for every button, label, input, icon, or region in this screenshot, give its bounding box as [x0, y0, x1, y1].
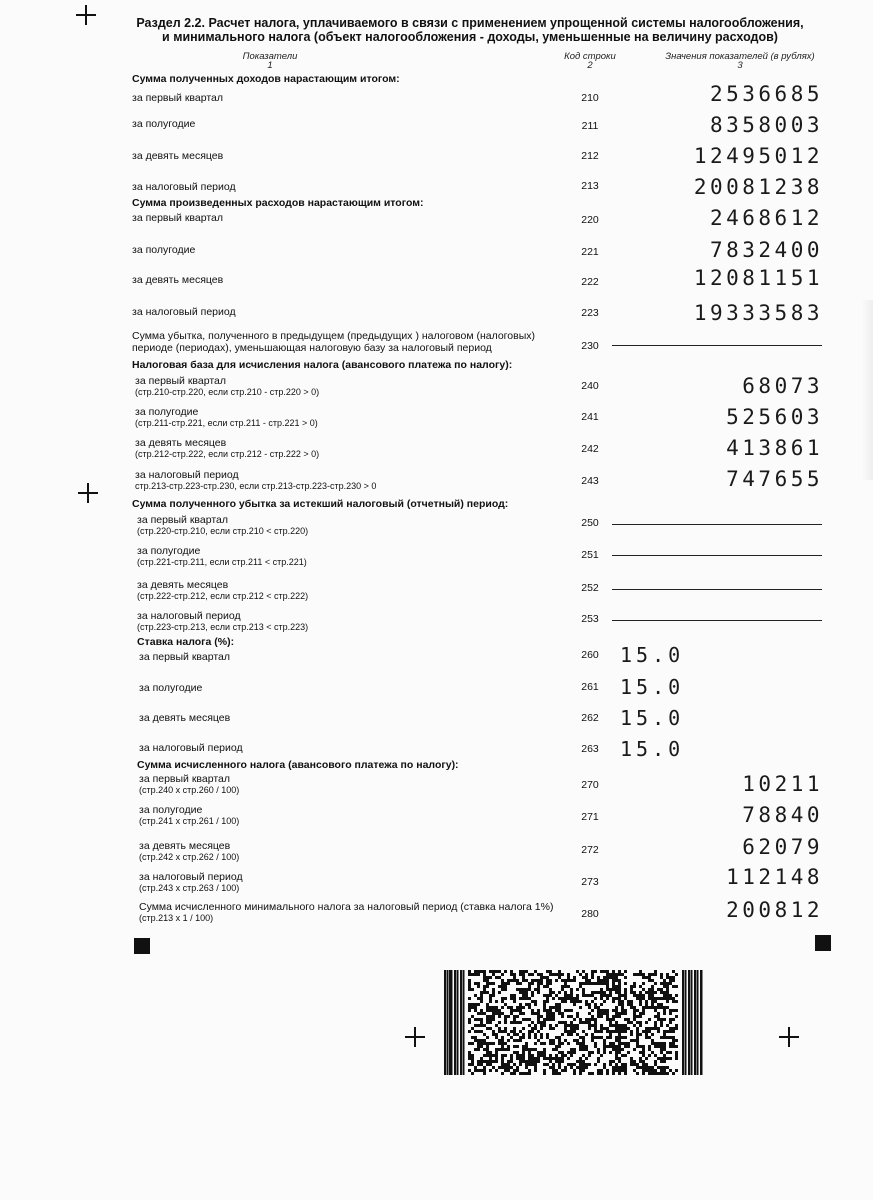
row-243 [0, 466, 873, 498]
alignment-marker-right [815, 935, 831, 951]
row-code: 253 [581, 613, 599, 625]
empty-value-line [612, 524, 822, 525]
row-251 [0, 542, 873, 574]
row-221 [0, 236, 873, 268]
row-label: за налоговый период [132, 181, 236, 193]
row-code: 250 [581, 517, 599, 529]
row-formula: (стр.240 х стр.260 / 100) [139, 785, 240, 795]
row-formula: (стр.220-стр.210, если стр.210 < стр.220) [137, 526, 309, 536]
row-code: 222 [581, 276, 599, 288]
row-220 [0, 204, 873, 236]
row-label [139, 901, 553, 924]
row-formula: (стр.241 х стр.261 / 100) [139, 816, 240, 826]
empty-value-line [612, 555, 822, 556]
row-210 [0, 80, 873, 112]
row-241 [0, 403, 873, 435]
row-value: 12495012 [693, 144, 823, 168]
row-formula: (стр.242 х стр.262 / 100) [139, 852, 240, 862]
row-formula: (стр.221-стр.211, если стр.211 < стр.221) [137, 557, 307, 567]
row-label [137, 514, 308, 537]
row-value: 112148 [726, 865, 823, 889]
row-label [137, 545, 307, 568]
header-col1-num: 1 [267, 60, 273, 71]
header-col3-num: 3 [737, 60, 743, 71]
row-code: 210 [581, 92, 599, 104]
row-label [137, 579, 308, 602]
row-label-text: за первый квартал [135, 375, 227, 387]
row-label: за девять месяцев [132, 274, 224, 286]
header-col2-label: Код строки [564, 51, 616, 62]
header-col1-label: Показатели [242, 51, 298, 62]
row-code: 223 [581, 307, 599, 319]
header-col3 [650, 52, 830, 70]
empty-value-line [612, 620, 822, 621]
row-value: 2468612 [709, 206, 823, 230]
row-250 [0, 511, 873, 543]
row-label: за девять месяцев [139, 712, 231, 724]
row-code: 260 [581, 649, 599, 661]
row-label-text: за налоговый период [139, 871, 243, 883]
row-label-text: за девять месяцев [135, 437, 227, 449]
row-value: 525603 [726, 405, 823, 429]
row-value: 15.0 [620, 737, 685, 761]
crosshair-mark-bottom-left [405, 1027, 425, 1047]
row-label: за полугодие [139, 682, 203, 694]
row-value: 200812 [726, 898, 823, 922]
row-code: 262 [581, 712, 599, 724]
row-code: 271 [581, 811, 599, 823]
row-213 [0, 173, 873, 205]
row-240 [0, 372, 873, 404]
row-value: 15.0 [620, 643, 685, 667]
section-tax-base: Налоговая база для исчисления налога (авансового платежа по налогу): [132, 359, 513, 371]
row-label-line-2: периоде (периодах), уменьшающая налоговую базу за налоговый период [132, 342, 492, 354]
barcode-2d [444, 970, 704, 1075]
row-223 [0, 298, 873, 330]
row-label [139, 840, 239, 863]
row-label-line-1: Сумма убытка, полученного в предыдущем (предыдущих ) налоговом (налоговых) [132, 330, 535, 342]
row-code: 252 [581, 582, 599, 594]
row-label-text: за первый квартал [139, 773, 231, 785]
row-260 [0, 643, 873, 675]
section-calculated: Сумма исчисленного налога (авансового платежа по налогу): [137, 759, 459, 771]
row-label [139, 773, 239, 796]
section-loss: Сумма полученного убытка за истекший налоговый (отчетный) период: [132, 498, 509, 510]
row-262 [0, 706, 873, 738]
row-code: 221 [581, 246, 599, 258]
row-label [135, 375, 319, 398]
row-formula: (стр.243 х стр.263 / 100) [139, 883, 240, 893]
row-label [135, 469, 376, 492]
row-formula: (стр.212-стр.222, если стр.212 - стр.222 > 0) [135, 449, 320, 459]
row-252 [0, 576, 873, 608]
row-value: 413861 [726, 436, 823, 460]
row-code: 263 [581, 743, 599, 755]
row-242 [0, 434, 873, 466]
row-280 [0, 898, 873, 930]
row-value: 68073 [742, 374, 823, 398]
row-value: 2536685 [709, 82, 823, 106]
row-code: 213 [581, 180, 599, 192]
row-label: за первый квартал [132, 212, 224, 224]
row-230 [0, 328, 873, 358]
row-value: 19333583 [693, 301, 823, 325]
header-col3-label: Значения показателей (в рублях) [665, 51, 815, 62]
row-value: 20081238 [693, 175, 823, 199]
row-label-text: за первый квартал [137, 514, 229, 526]
row-label: за налоговый период [132, 306, 236, 318]
row-label-text: за налоговый период [135, 469, 239, 481]
row-value: 12081151 [693, 266, 823, 290]
row-label-text: за налоговый период [137, 610, 241, 622]
row-label: за налоговый период [139, 742, 243, 754]
row-value: 747655 [726, 467, 823, 491]
row-label [132, 330, 535, 354]
row-code: 211 [581, 120, 599, 132]
row-formula: (стр.211-стр.221, если стр.211 - стр.221 > 0) [135, 418, 318, 428]
row-label: за первый квартал [132, 92, 224, 104]
row-261 [0, 675, 873, 707]
row-value: 15.0 [620, 706, 685, 730]
section-title [120, 16, 820, 44]
title-line-2: и минимального налога (объект налогообложения - доходы, уменьшенные на величину расходов) [162, 30, 778, 44]
row-270 [0, 771, 873, 803]
row-253 [0, 607, 873, 639]
crosshair-mark-bottom-right [779, 1027, 799, 1047]
row-value: 62079 [742, 835, 823, 859]
row-value: 7832400 [709, 238, 823, 262]
header-col2 [555, 52, 625, 70]
row-271 [0, 802, 873, 834]
row-value: 78840 [742, 803, 823, 827]
row-value: 10211 [742, 772, 823, 796]
row-label: за девять месяцев [132, 150, 224, 162]
row-code: 242 [581, 443, 599, 455]
row-code: 270 [581, 779, 599, 791]
row-code: 261 [581, 681, 599, 693]
row-value: 8358003 [709, 113, 823, 137]
row-formula: (стр.223-стр.213, если стр.213 < стр.223) [137, 622, 309, 632]
row-code: 240 [581, 380, 599, 392]
row-code: 212 [581, 150, 599, 162]
row-code: 220 [581, 214, 599, 226]
empty-value-line [612, 589, 822, 590]
row-formula: (стр.222-стр.212, если стр.212 < стр.222) [137, 591, 309, 601]
row-label-text: за девять месяцев [139, 840, 231, 852]
row-label [135, 406, 318, 429]
row-code: 273 [581, 876, 599, 888]
row-code: 230 [581, 340, 599, 352]
row-label-text: Сумма исчисленного минимального налога за налоговый период (ставка налога 1%) [139, 901, 554, 913]
row-code: 280 [581, 908, 599, 920]
row-label-text: за полугодие [139, 804, 203, 816]
row-label [139, 871, 243, 894]
section-income: Сумма полученных доходов нарастающим итогом: [132, 73, 400, 85]
row-212 [0, 142, 873, 174]
row-label [139, 804, 239, 827]
header-col2-num: 2 [587, 60, 593, 71]
row-code: 251 [581, 549, 599, 561]
row-label [135, 437, 319, 460]
row-label: за первый квартал [139, 651, 231, 663]
alignment-marker-left [134, 938, 150, 954]
crosshair-mark-top-left [76, 5, 96, 25]
section-expenses: Сумма произведенных расходов нарастающим итогом: [132, 197, 424, 209]
row-formula: (стр.213 х 1 / 100) [139, 913, 214, 923]
row-formula: стр.213-стр.223-стр.230, если стр.213-стр.223-стр.230 > 0 [135, 481, 377, 491]
section-rate: Ставка налога (%): [137, 636, 235, 648]
row-value: 15.0 [620, 675, 685, 699]
row-code: 241 [581, 411, 599, 423]
title-line-1: Раздел 2.2. Расчет налога, уплачиваемого в связи с применением упрощенной системы налогообложения, [136, 16, 804, 30]
header-col1 [230, 52, 310, 70]
row-label: за полугодие [132, 244, 196, 256]
row-formula: (стр.210-стр.220, если стр.210 - стр.220 > 0) [135, 387, 320, 397]
row-label [137, 610, 308, 633]
row-211 [0, 111, 873, 143]
row-272 [0, 836, 873, 868]
empty-value-line [612, 345, 822, 346]
row-label-text: за девять месяцев [137, 579, 229, 591]
row-label: за полугодие [132, 118, 196, 130]
row-label-text: за полугодие [137, 545, 201, 557]
row-222 [0, 266, 873, 298]
row-code: 272 [581, 844, 599, 856]
row-code: 243 [581, 475, 599, 487]
row-label-text: за полугодие [135, 406, 199, 418]
row-273 [0, 867, 873, 899]
